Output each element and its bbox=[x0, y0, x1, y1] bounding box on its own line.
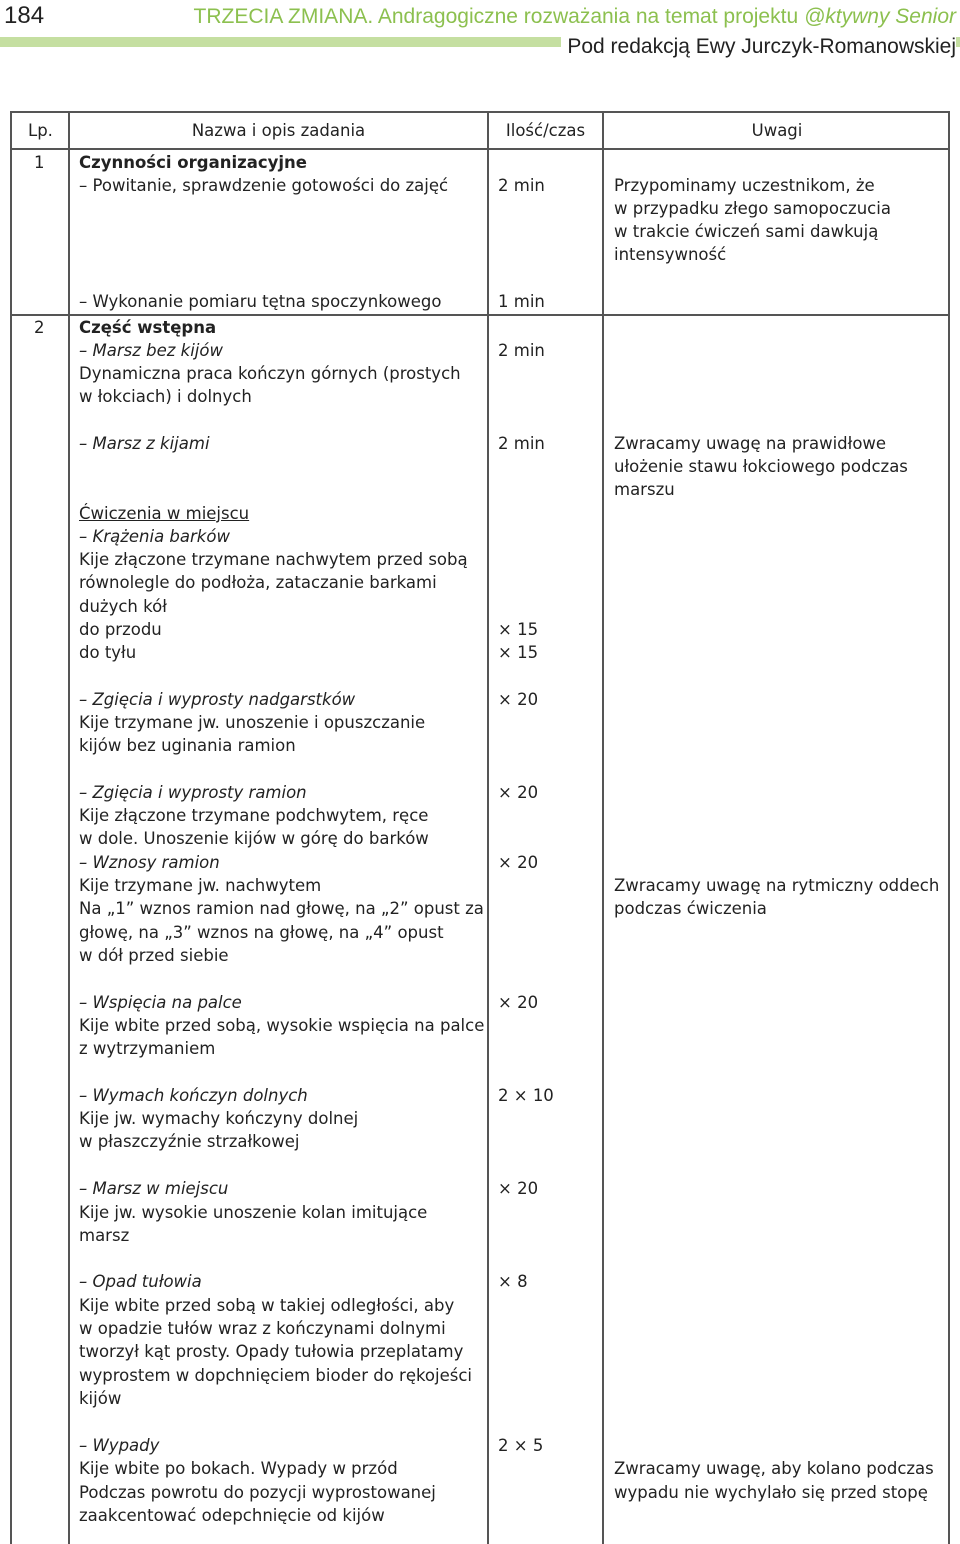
exercise-desc: marsz bbox=[79, 1226, 130, 1245]
row-number: 1 bbox=[34, 153, 45, 172]
quantity-cell: × 20 bbox=[498, 1179, 539, 1198]
exercise-desc: do tyłu bbox=[79, 643, 137, 662]
exercise-name: – Wspięcia na palce bbox=[79, 993, 242, 1012]
exercise-name: – Marsz bez kijów bbox=[79, 341, 223, 360]
column-divider bbox=[68, 113, 70, 1544]
exercise-desc: do przodu bbox=[79, 620, 162, 639]
task-text: – Wykonanie pomiaru tętna spoczynkowego bbox=[79, 292, 442, 311]
note-line: Zwracamy uwagę na rytmiczny oddech bbox=[614, 876, 940, 895]
exercise-desc: Kije trzymane jw. nachwytem bbox=[79, 876, 322, 895]
note-line: Zwracamy uwagę, aby kolano podczas bbox=[614, 1459, 934, 1478]
exercise-desc: Kije jw. wymachy kończyny dolnej bbox=[79, 1109, 359, 1128]
exercise-desc: głowę, na „3” wznos na głowę, na „4” opust bbox=[79, 923, 444, 942]
exercise-table bbox=[10, 111, 950, 1544]
quantity-cell: × 20 bbox=[498, 853, 539, 872]
exercise-desc: w łokciach) i dolnych bbox=[79, 387, 252, 406]
note-line: ułożenie stawu łokciowego podczas bbox=[614, 457, 908, 476]
note-line: wypadu nie wychylało się przed stopę bbox=[614, 1483, 928, 1502]
running-title bbox=[194, 5, 956, 29]
exercise-desc: dużych kół bbox=[79, 597, 167, 616]
running-title-project: @ktywny Senior bbox=[803, 5, 956, 28]
task-text: – Powitanie, sprawdzenie gotowości do zajęć bbox=[79, 176, 449, 195]
exercise-desc: Kije złączone trzymane nachwytem przed sobą bbox=[79, 550, 468, 569]
exercise-desc: równolegle do podłoża, zataczanie barkami bbox=[79, 573, 437, 592]
exercise-desc: zaakcentować odepchnięcie od kijów bbox=[79, 1506, 385, 1525]
exercise-name: – Zgięcia i wyprosty ramion bbox=[79, 783, 307, 802]
note-line: w przypadku złego samopoczucia bbox=[614, 199, 891, 218]
exercise-desc: kijów bbox=[79, 1389, 122, 1408]
exercise-name: – Marsz w miejscu bbox=[79, 1179, 229, 1198]
column-header-quantity: Ilość/czas bbox=[505, 121, 586, 140]
quantity-cell: 2 min bbox=[498, 434, 545, 453]
exercise-desc: Podczas powrotu do pozycji wyprostowanej bbox=[79, 1483, 436, 1502]
note-line: w trakcie ćwiczeń sami dawkują bbox=[614, 222, 879, 241]
row-number: 2 bbox=[34, 318, 45, 337]
exercise-desc: wyprostem w dopchnięciem bioder do rękojeści bbox=[79, 1366, 473, 1385]
exercise-desc: Dynamiczna praca kończyn górnych (prostych bbox=[79, 364, 461, 383]
quantity-cell: × 15 bbox=[498, 643, 539, 662]
quantity-cell: × 8 bbox=[498, 1272, 528, 1291]
running-title-main: TRZECIA ZMIANA. Andragogiczne rozważania na temat projektu bbox=[193, 5, 804, 28]
exercise-desc: Kije trzymane jw. unoszenie i opuszczanie bbox=[79, 713, 426, 732]
note-line: marszu bbox=[614, 480, 675, 499]
quantity-cell: × 15 bbox=[498, 620, 539, 639]
page-number: 184 bbox=[4, 2, 45, 29]
note-line: intensywność bbox=[614, 245, 727, 264]
exercise-desc: Kije wbite po bokach. Wypady w przód bbox=[79, 1459, 398, 1478]
subsection-heading: Ćwiczenia w miejscu bbox=[79, 504, 250, 523]
exercise-desc: w dole. Unoszenie kijów w górę do barków bbox=[79, 829, 429, 848]
quantity-cell: × 20 bbox=[498, 783, 539, 802]
running-subtitle: Pod redakcją Ewy Jurczyk-Romanowskiej bbox=[561, 35, 956, 59]
exercise-desc: Kije wbite przed sobą, wysokie wspięcia na palce bbox=[79, 1016, 485, 1035]
exercise-desc: w płaszczyźnie strzałkowej bbox=[79, 1132, 300, 1151]
exercise-name: – Opad tułowia bbox=[79, 1272, 202, 1291]
exercise-desc: kijów bez uginania ramion bbox=[79, 736, 296, 755]
exercise-desc: Kije złączone trzymane podchwytem, ręce bbox=[79, 806, 429, 825]
quantity-cell: 2 min bbox=[498, 176, 545, 195]
section-title: Część wstępna bbox=[79, 318, 217, 337]
column-header-name: Nazwa i opis zadania bbox=[191, 121, 366, 140]
exercise-name: – Wypady bbox=[79, 1436, 160, 1455]
exercise-desc: tworzył kąt prosty. Opady tułowia przeplatamy bbox=[79, 1342, 464, 1361]
page-header bbox=[0, 0, 960, 64]
exercise-name: – Krążenia barków bbox=[79, 527, 230, 546]
column-divider bbox=[487, 113, 489, 1544]
exercise-desc: w opadzie tułów wraz z kończynami dolnymi bbox=[79, 1319, 446, 1338]
quantity-cell: 2 × 5 bbox=[498, 1436, 544, 1455]
header-row-divider bbox=[12, 148, 948, 150]
quantity-cell: 2 × 10 bbox=[498, 1086, 554, 1105]
exercise-name: – Wznosy ramion bbox=[79, 853, 220, 872]
exercise-desc: w dół przed siebie bbox=[79, 946, 229, 965]
exercise-name: – Wymach kończyn dolnych bbox=[79, 1086, 308, 1105]
note-line: Przypominamy uczestnikom, że bbox=[614, 176, 875, 195]
note-line: Zwracamy uwagę na prawidłowe bbox=[614, 434, 887, 453]
exercise-desc: Kije jw. wysokie unoszenie kolan imitujące bbox=[79, 1203, 428, 1222]
column-header-lp: Lp. bbox=[28, 121, 53, 140]
exercise-desc: z wytrzymaniem bbox=[79, 1039, 216, 1058]
exercise-name: – Marsz z kijami bbox=[79, 434, 210, 453]
column-divider bbox=[602, 113, 604, 1544]
quantity-cell: 1 min bbox=[498, 292, 545, 311]
quantity-cell: 2 min bbox=[498, 341, 545, 360]
exercise-name: – Zgięcia i wyprosty nadgarstków bbox=[79, 690, 356, 709]
exercise-desc: Na „1” wznos ramion nad głowę, na „2” opust za bbox=[79, 899, 484, 918]
note-line: podczas ćwiczenia bbox=[614, 899, 767, 918]
section-title: Czynności organizacyjne bbox=[79, 153, 307, 172]
quantity-cell: × 20 bbox=[498, 690, 539, 709]
column-header-notes: Uwagi bbox=[751, 121, 803, 140]
exercise-desc: Kije wbite przed sobą w takiej odległości, aby bbox=[79, 1296, 455, 1315]
quantity-cell: × 20 bbox=[498, 993, 539, 1012]
